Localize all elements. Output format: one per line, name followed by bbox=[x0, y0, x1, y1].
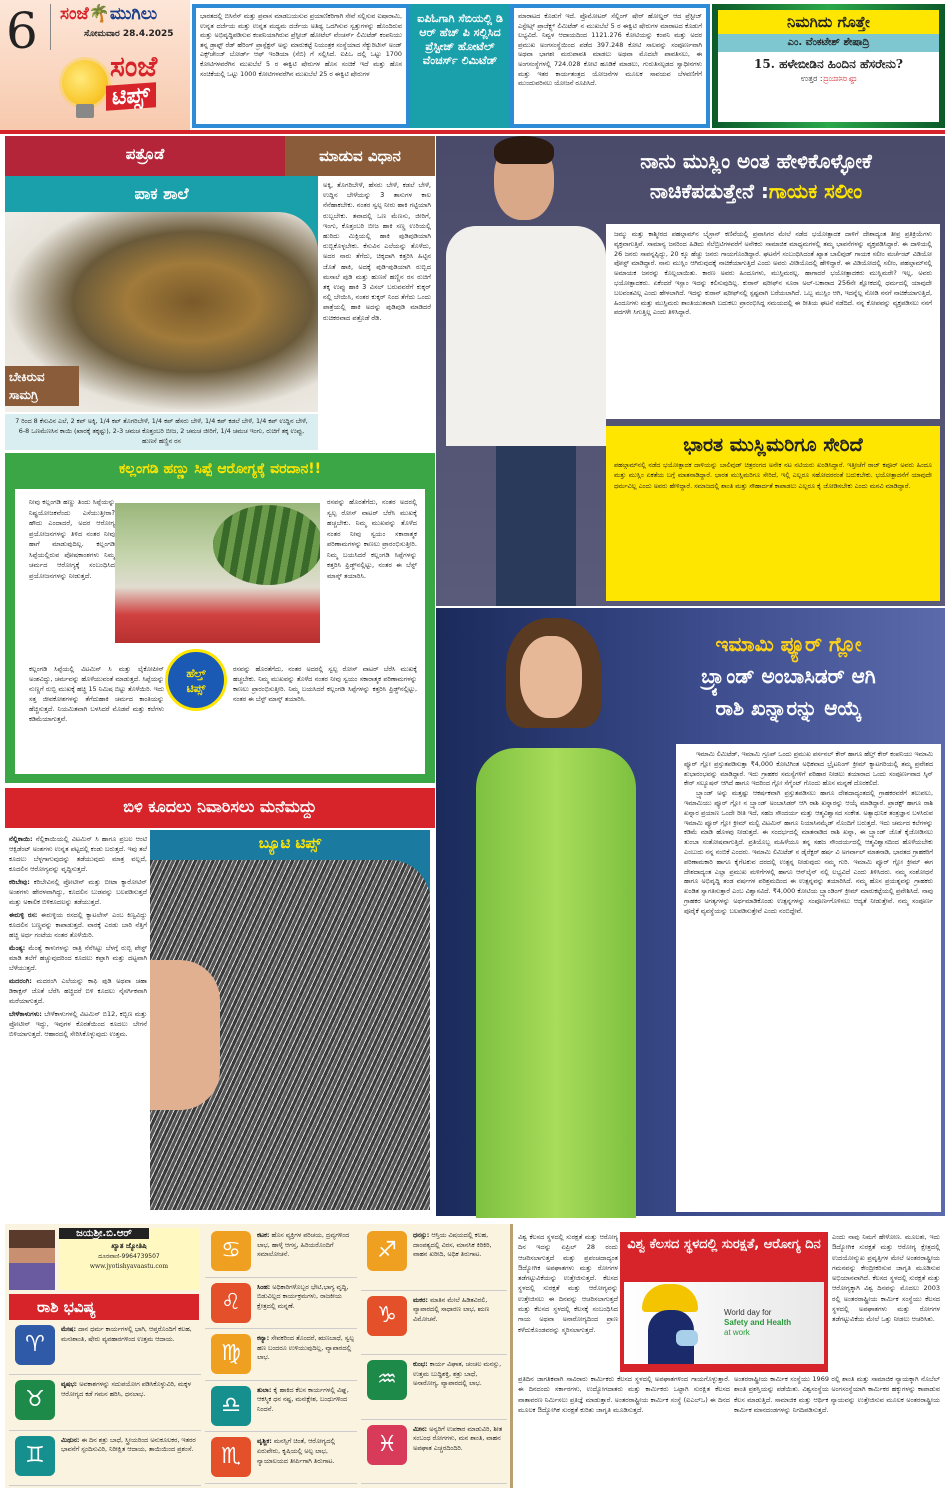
remedy-term: ಮದರಂಗಿ: bbox=[9, 977, 32, 985]
sign-name: ಮೇಷ: bbox=[61, 1325, 77, 1333]
pisces-icon: ♓ bbox=[367, 1425, 407, 1465]
sign-prediction: ಈ ದಿನ ಶತ್ರು ಬಾಧೆ, ಸ್ತ್ರೀಯರಿಂದ ಅನುಕೂಲಕರ, ಇತರರ ಭಾವನೆಗೆ ಸ್ಪಂದಿಸುವಿರಿ, ನಿರೀಕ್ಷಿತ ಆದಾಯ, ತಾಯಿಯಿಂದ ಪ್ರಶಂಸೆ. bbox=[61, 1435, 196, 1454]
date: ಸೋಮವಾರ 28.4.2025 bbox=[84, 29, 174, 39]
worldday-poster: World day for Safety and Health at work bbox=[624, 1282, 824, 1364]
hair-remedy-item bbox=[9, 1009, 147, 1039]
cancer-icon: ♋ bbox=[211, 1231, 251, 1271]
sign-item bbox=[9, 1322, 201, 1375]
horoscope-heading: ರಾಶಿ ಭವಿಷ್ಯ bbox=[9, 1294, 199, 1320]
sign-prediction: ಸೇವಕರಿಂದ ತೊಂದರೆ, ಋಣಬಾಧೆ, ಸ್ವಲ್ಪ ಹಣ ಬಂದರೂ ಉಳಿಯುವುದಿಲ್ಲ, ವ್ಯಾಪಾರದಲ್ಲಿ ಲಾಭ. bbox=[257, 1334, 354, 1362]
sign-item bbox=[361, 1357, 507, 1420]
watermelon-headline: ಕಲ್ಲಂಗಡಿ ಹಣ್ಣು ಸಿಪ್ಪೆ ಆರೋಗ್ಯಕ್ಕೆ ವರದಾನ!! bbox=[118, 461, 322, 477]
hair-remedy-item bbox=[9, 943, 147, 973]
saleem-sub-body: ಪಹಲ್ಗಾಮ್‌ನಲ್ಲಿ ನಡೆದ ಭಯೋತ್ಪಾದಕ ದಾಳಿಯನ್ನು ಬಾಲಿವುಡ್ ಚಿತ್ರರಂಗದ ಅನೇಕ ನಟ ನಟಿಯರು ಖಂಡಿಸಿದ್ದಾರೆ. ಇತ್ತೀಚೆಗೆ ರಾಜ್ ಕಪೂರ್ ಅವರು ಹಿಂದೂ ಮತ್ತು ಮುಸ್ಲಿಂ ಏಕತೆಯ ಬಗ್ಗೆ ಮಾತನಾಡಿದ್ದಾರೆ. ಭಾರತ ಮುಸ್ಲಿಮರಿಗೂ ಸೇರಿದೆ, ಇಲ್ಲಿ ಎಲ್ಲರೂ ಸಹೋದರರಂತೆ ಬದುಕಬೇಕು. ಭಯೋತ್ಪಾದನೆಗೆ ಯಾವುದೇ ಧರ್ಮವಿಲ್ಲ ಎಂದು ಅವರು ಹೇಳಿದ್ದಾರೆ. ಸಮಾಜದಲ್ಲಿ ಶಾಂತಿ ಮತ್ತು ಸೌಹಾರ್ದತೆ ಕಾಪಾಡಲು ಎಲ್ಲರೂ ಕೈ ಜೋಡಿಸಬೇಕು ಎಂದು ಮನವಿ ಮಾಡಿದ್ದಾರೆ. bbox=[614, 461, 932, 490]
beauty-tips-panel bbox=[150, 830, 430, 1210]
sign-name: ಮೀನ: bbox=[413, 1424, 428, 1433]
hair-section bbox=[5, 788, 435, 1216]
sign-name: ಕನ್ಯಾ: bbox=[257, 1334, 270, 1343]
divider bbox=[0, 130, 945, 134]
sign-item bbox=[205, 1228, 357, 1278]
health-tips-badge: ಹೆಲ್ತ್ ಟಿಪ್ಸ್ bbox=[165, 649, 227, 711]
ingredients: 7 ರಿಂದ 8 ಕೆಸುವಿನ ಎಲೆ, 2 ಕಪ್ ಅಕ್ಕಿ, 1/4 ಕಪ್ ತೊಗರಿಬೇಳೆ, 1/4 ಕಪ್ ಹೆಸರು ಬೇಳೆ, 1/4 ಕಪ್ ಕಡಲೆ ಬೇಳೆ, 1/4 ಕಪ್ ಉದ್ದಿನ ಬೇಳೆ, 6-8 ಒಣಮೆಣಸಿನ ಕಾಯಿ (ಖಾರಕ್ಕೆ ತಕ್ಕಷ್ಟು), 2-3 ಚಮಚ ಕೊತ್ತಂಬರಿ ಬೀಜ, 2 ಚಮಚ ಜೀರಿಗೆ, 1/4 ಚಮಚ ಇಂಗು, ರುಚಿಗೆ ತಕ್ಕ ಉಪ್ಪು, ಹುಣಸೆ ಹಣ್ಣಿನ ರಸ bbox=[5, 414, 318, 450]
sign-text bbox=[257, 1437, 355, 1466]
remedy-text: ನೆಲ್ಲಿಕಾಯಿಯಲ್ಲಿ ವಿಟಮಿನ್ ಸಿ ಹಾಗೂ ಪ್ರಬಲ ಆಂಟಿ ಆಕ್ಸಿಡೆಂಟ್ ಅಂಶಗಳು ಉನ್ನತ ಪಟ್ಟದಲ್ಲಿ ಕಂಡು ಬರುತ್ತದೆ. ಇವು ತಲೆ ಕೂದಲು ಬೆಳ್ಳಗಾಗುವುದನ್ನು ತಡೆಯುವುದು ಮಾತ್ರ ವಲ್ಲದೆ, ಕೂದಲಿನ ಆರೋಗ್ಯವನ್ನು ವೃದ್ಧಿಸುತ್ತದೆ. bbox=[9, 835, 147, 873]
worldday-col-1: ವಿಶ್ವ ಕೆಲಸದ ಸ್ಥಳದಲ್ಲಿ ಸುರಕ್ಷತೆ ಮತ್ತು ಆರೋಗ್ಯ ದಿನ ಇದನ್ನು ಏಪ್ರಿಲ್ 28 ರಂದು ಆಚರಿಸಲಾಗುತ್ತದೆ ಮತ್ತು ಪ್ರಪಂಚದಾದ್ಯಂತ ಔದ್ಯೋಗಿಕ ಅಪಘಾತಗಳು ಮತ್ತು ರೋಗಗಳ ತಡೆಗಟ್ಟುವಿಕೆಯನ್ನು ಉತ್ತೇಜಿಸುತ್ತದೆ. ಕೆಲಸದ ಸ್ಥಳದಲ್ಲಿ ಸುರಕ್ಷತೆ ಮತ್ತು ಆರೋಗ್ಯವನ್ನು ಉತ್ತೇಜಿಸಲು ಈ ದಿನವನ್ನು ಆಚರಿಸಲಾಗುತ್ತದೆ ಮತ್ತು ಕೆಲಸದ ಸ್ಥಳದಲ್ಲಿ ಕೆಲಸಕ್ಕೆ ಸಂಬಂಧಿಸಿದ ಗಾಯ ಅಥವಾ ಅನಾರೋಗ್ಯದಿಂದ ಪ್ರಾಣ ಕಳೆದುಕೊಂಡವರನ್ನು ಸ್ಮರಿಸಲಾಗುತ್ತದೆ. bbox=[518, 1233, 618, 1334]
sign-prediction: ಹೊಸ ವ್ಯಕ್ತಿಗಳ ಪರಿಚಯ, ದ್ರವ್ಯಗಳಿಂದ ಲಾಭ, ಹಾಳ್ಕೆ ಆಗಸ್ತ, ಹಿರಿಯರೊಂದಿಗೆ ಸಮಾಲೋಚನೆ. bbox=[257, 1231, 350, 1259]
sign-item bbox=[9, 1377, 201, 1430]
masthead bbox=[0, 0, 190, 130]
sign-name: ಕುಂಭ: bbox=[413, 1360, 428, 1368]
sign-item bbox=[205, 1434, 357, 1484]
watermelon-col-2: ರಸವನ್ನು ಹೊರತೆಗೆದು, ನಂತರ ಅದರಲ್ಲಿ ಸ್ವಲ್ಪ ರೋಸ್ ವಾಟರ್ ಬೆರೆಸಿ ಮುಖಕ್ಕೆ ಹಚ್ಚಬೇಕು. ನಿಮ್ಮ ಮುಖವನ್ನು ತೊಳೆದ ನಂತರ ನೀವು ಸ್ವಯಂ ಸಕಾರಾತ್ಮಕ ಪರಿಣಾಮಗಳನ್ನು ಕಾಣಲು ಪ್ರಾರಂಭಿಸುತ್ತೀರಿ. ನಿಮ್ಮ ಬಯಸಿದರೆ ಕಲ್ಲಂಗಡಿ ಸಿಪ್ಪೆಗಳನ್ನು ಕತ್ತರಿಸಿ ಫ್ರಿಡ್ಜ್‌ನಲ್ಲಿಟ್ಟು, ನಂತರ ಈ ಬೆಸ್ಟ್ ಮಾಸ್ಕ್ ತಯಾರಿಸಿ. bbox=[327, 498, 417, 580]
section-subtitle: ಟಿಪ್ಸ್ bbox=[106, 82, 156, 110]
sign-name: ಕಟಕ: bbox=[257, 1231, 270, 1239]
quiz-answer: ದ್ವಾರಸಮುದ್ರ bbox=[822, 74, 857, 83]
sign-text bbox=[257, 1283, 355, 1312]
paper-name: ಸಂಜೆ🌴ಮುಗಿಲು bbox=[60, 4, 158, 24]
sign-prediction: ಮನಸ್ಸಿಗೆ ಚಿಂತೆ, ಆರೋಗ್ಯದಲ್ಲಿ ಏರುಪೇರು, ಕೃಷಿಯಲ್ಲಿ ಅಲ್ಪ ಲಾಭ, ನ್ಯಾಯಾಲಯದ ತೀರ್ಪಿಗಾಗಿ ತಿರುಗಾಟ. bbox=[257, 1437, 336, 1465]
scorpio-icon: ♏ bbox=[211, 1437, 251, 1477]
sign-prediction: ಅನ್ಯರಿಗೆ ಉಪಕಾರ ಮಾಡುವಿರಿ, ಶೀತ ಸಂಬಂಧ ರೋಗಗಳು, ಮನ ಶಾಂತಿ, ವಾಹನ ಅಪಘಾತ ಎಚ್ಚರದಿಂದಿರಿ. bbox=[413, 1424, 503, 1452]
section-label: ಪಾಕ ಶಾಲೆ bbox=[134, 184, 189, 203]
sign-item bbox=[361, 1293, 507, 1356]
sign-prediction: ಮಾತಿನ ಮೇಲೆ ಹಿಡಿತವಿರಲಿ, ವ್ಯಾಪಾರದಲ್ಲಿ ಸಾಧಾರಣ ಲಾಭ, ಋಣ ವಿಮೋಚನೆ. bbox=[413, 1295, 490, 1323]
quiz-author: ಎಂ. ವೆಂಕಟೇಶ್ ಶೇಷಾದ್ರಿ bbox=[718, 34, 939, 52]
sign-name: ಮಕರ: bbox=[413, 1295, 428, 1304]
sign-prediction: ಕಾರ್ಯ ವಿಘಾತ, ಚಂಚಲ ಮನಸ್ಸು, ಉತ್ತಮ ಬುದ್ಧಿಶಕ್ತಿ, ಶತ್ರು ಬಾಧೆ, ಅನಾರೋಗ್ಯ, ವ್ಯಾಪಾರದಲ್ಲಿ ಲಾಭ. bbox=[413, 1360, 502, 1388]
sign-item bbox=[205, 1331, 357, 1381]
remedy-text: ಮೆಂತ್ಯೆ ಕಾಳುಗಳನ್ನು ರಾತ್ರಿ ನೆನೆಸಿಟ್ಟು ಬೆಳಗ್ಗೆ ರುಬ್ಬಿ ಪೇಸ್ಟ್ ಮಾಡಿ ತಲೆಗೆ ಹಚ್ಚುವುದರಿಂದ ಕೂದಲು ಕಪ್ಪಾಗಿ ಮತ್ತು ದಟ್ಟವಾಗಿ ಬೆಳೆಯುತ್ತದೆ. bbox=[9, 944, 147, 972]
sign-text bbox=[413, 1425, 505, 1454]
taurus-icon: ♉ bbox=[15, 1380, 55, 1420]
sign-item bbox=[9, 1433, 201, 1486]
saleem-subsection bbox=[606, 426, 940, 601]
saleem-section bbox=[436, 136, 945, 606]
hand-image bbox=[150, 960, 220, 1110]
sign-name: ಮಿಥುನ: bbox=[61, 1435, 80, 1444]
astrologer-photo bbox=[9, 1230, 55, 1290]
worldday-section bbox=[510, 1224, 945, 1488]
astrologer-info: ಜಯಶ್ರೀ.ಬಿ.ಆರ್ ಖ್ಯಾತ ಜ್ಯೋತಿಷಿ ದೂರವಾಣಿ-9964739507 www.jyotishyavaastu.com bbox=[59, 1228, 199, 1290]
sign-item bbox=[205, 1383, 357, 1433]
hardhat-icon bbox=[642, 1284, 698, 1312]
sign-text bbox=[61, 1436, 199, 1455]
ingredients-title: ಬೇಕಿರುವ ಸಾಮಗ್ರಿ bbox=[5, 366, 79, 406]
sign-text bbox=[413, 1296, 505, 1325]
raashi-headline: ಇಮಾಮಿ ಪ್ಯೂರ್ ಗ್ಲೋ ಬ್ರ್ಯಾಂಡ್ ಅಂಬಾಸಿಡರ್ ಆಗಿ ರಾಶಿ ಖನ್ನಾರನ್ನು ಆಯ್ಕೆ bbox=[701, 632, 876, 720]
bulb-icon bbox=[62, 60, 108, 106]
method-text: ಅಕ್ಕಿ, ತೊಗರಿಬೇಳೆ, ಹೆಸರು ಬೇಳೆ, ಕಡಲೆ ಬೇಳೆ, ಉದ್ದಿನ ಬೇಳೆಯನ್ನು 3 ತಾಸುಗಳ ಕಾಲ ನೆನೆಹಾಕಬೇಕು. ನಂತರ ಸ್ವಲ್ಪ ನೀರು ಹಾಕಿ ಗಟ್ಟಿಯಾಗಿ ರುಬ್ಬಬೇಕು. ತವಾದಲ್ಲಿ ಒಣ ಮೆಣಸು, ಜೀರಿಗೆ, ಇಂಗು, ಕೊತ್ತಂಬರಿ ಬೀಜ ಹಾಕಿ ಸಣ್ಣ ಉರಿಯಲ್ಲಿ ಹುರಿದು ಮಿಕ್ಸಿಯಲ್ಲಿ ಹಾಕಿ ಪುಡಿಪುಡಿಯಾಗಿ ರುಬ್ಬಿಕೊಳ್ಳಬೇಕು. ಕೆಸುವಿನ ಎಲೆಯನ್ನು ತೊಳೆದು, ಅದರ ನಾರು ತೆಗೆದು, ಚಿಕ್ಕದಾಗಿ ಕತ್ತರಿಸಿ ಹಿಟ್ಟಿನ ಜೊತೆ ಹಾಕಿ, ಅದಕ್ಕೆ ಪುಡಿ-ಪುಡಿಯಾಗಿ ರುಬ್ಬಿದ ಮಸಾಲೆ ಪುಡಿ ಮತ್ತು ಹುಣಸೆ ಹಣ್ಣಿನ ರಸ ರುಚಿಗೆ ತಕ್ಕ ಉಪ್ಪು ಹಾಕಿ 3 ವಿಸಲ್ ಬರುವವರೆಗೆ ಕುಕ್ಕರ್ ನಲ್ಲಿ ಬೇಯಿಸಿ, ನಂತರ ಕುಕ್ಕರ್ ನಿಂದ ತೆಗೆದು ಒಂದು ಪಾತ್ರೆಯಲ್ಲಿ ಹಾಕಿ ಅದನ್ನು ಪುಡಿಪುಡಿ ಮಾಡಿದರೆ ರುಚಿಕರವಾದ ಪತ್ರೊಡೆ ರೆಡಿ. bbox=[323, 181, 431, 322]
virgo-icon: ♍ bbox=[211, 1334, 251, 1374]
worldday-col-mid: ಪ್ರತಿದಿನ ಜಾಗತಿಕವಾಗಿ ಸಾವಿರಾರು ಕಾರ್ಮಿಕರು ಕೆಲಸದ ಸ್ಥಳದಲ್ಲಿ ಅಪಘಾತಗಳಿಂದ ಗಾಯಗೊಳ್ಳುತ್ತಾರೆ. ಈ ದಿನದಂದು ಸರ್ಕಾರಗಳು, ಉದ್ಯೋಗದಾತರು ಮತ್ತು ಕಾರ್ಮಿಕರು ಒಟ್ಟಾಗಿ ಸುರಕ್ಷಿತ ಕೆಲಸದ ವಾತಾವರಣ ನಿರ್ಮಿಸಲು ಪ್ರತಿಜ್ಞೆ ಮಾಡುತ್ತಾರೆ. ಅಂತರರಾಷ್ಟ್ರೀಯ ಕಾರ್ಮಿಕ ಸಂಸ್ಥೆ (ಐಎಲ್ಒ) ಈ ದಿನದ ಮೂಲಕ ಔದ್ಯೋಗಿಕ ಸುರಕ್ಷತೆ ಕುರಿತು ಜಾಗೃತಿ ಮೂಡಿಸುತ್ತದೆ. bbox=[518, 1375, 730, 1414]
capricorn-icon: ♑ bbox=[367, 1296, 407, 1336]
sign-text bbox=[413, 1231, 505, 1260]
leo-icon: ♌ bbox=[211, 1283, 251, 1323]
business-article-2: ಮಾರಾಟದ ಕೊಡುಗೆ ಇದೆ. ಪ್ರೊಮೋಟರ್ ಸೆಲ್ಲಿಂಗ್ ಷೇರ್ ಹೋಲ್ಡರ್ ಆದ ಪ್ರೆಸ್ಟೀಜ್ ಎಸ್ಟೇಟ್ಸ್ ಪ್ರಾಜೆಕ್ಟ್ಸ್ ಲಿಮಿಟೆಡ್ ನ ಮುಖಬೆಲೆ 5 ರ ಈಕ್ವಿಟಿ ಷೇರುಗಳ ಮಾರಾಟದ ಕೊಡುಗೆ ಲಭ್ಯವಿದೆ. ನಿವ್ವಳ ಆದಾಯದಿಂದ 1121.276 ಕೋಟಿಯನ್ನು ಕಂಪನಿ ಮತ್ತು ಅದರ ಪ್ರಮುಖ ಅಂಗಸಂಸ್ಥೆಯಿಂದ ಪಡೆದ 397.248 ಕೋಟಿ ಸಾಲವನ್ನು ಸಂಪೂರ್ಣವಾಗಿ ಅಥವಾ ಭಾಗಶಃ ಮರುಪಾವತಿ ಮಾಡಲು ಅಥವಾ ಮೊದಲೇ ಪಾವತಿಸಲು, ಈ ಅಂಗಸಂಸ್ಥೆಗಳಲ್ಲಿ 724.028 ಕೋಟಿ ಹೂಡಿಕೆ ಮಾಡಲು, ಗುರುತಿಸಲ್ಪಡದ ಸ್ವಾಧೀನಗಳು ಮತ್ತು ಇತರ ಕಾರ್ಯತಂತ್ರದ ಯೋಜನೆಗಳ ಮೂಲಕ ಸಾವಯವ ಬೆಳವಣಿಗೆಗೆ ಮುಂದುವರಿಸಲು ಯೋಜನೆ ರೂಪಿಸಿದೆ. bbox=[510, 4, 710, 128]
sign-item bbox=[361, 1228, 507, 1291]
watermelon-bottom: ಕಲ್ಲಂಗಡಿ ಸಿಪ್ಪೆಯಲ್ಲಿ ವಿಟಮಿನ್ ಸಿ ಮತ್ತು ಲೈಕೋಪೀನ್ ಅಂಶವಿದ್ದು, ಚರ್ಮವನ್ನು ಹೊಳೆಯುವಂತೆ ಮಾಡುತ್ತದೆ. ಸಿಪ್ಪೆಯನ್ನು ನುಣ್ಣಗೆ ರುಬ್ಬಿ ಮುಖಕ್ಕೆ ಹಚ್ಚಿ 15 ನಿಮಿಷ ಬಿಟ್ಟು ತೊಳೆಯಿರಿ. ಇದು ಸತ್ತ ಜೀವಕೋಶಗಳನ್ನು ತೆಗೆದುಹಾಕಿ ಚರ್ಮದ ಕಾಂತಿಯನ್ನು ಹೆಚ್ಚಿಸುತ್ತದೆ. ನಿಯಮಿತವಾಗಿ ಬಳಸಿದರೆ ಮೊಡವೆ ಮತ್ತು ಕಲೆಗಳು ಕಡಿಮೆಯಾಗುತ್ತವೆ. bbox=[29, 665, 164, 723]
mask-icon bbox=[676, 1330, 698, 1346]
recipe-title: ಪತ್ರೊಡೆ bbox=[5, 136, 285, 176]
hair-remedies bbox=[9, 834, 147, 1214]
sign-text bbox=[61, 1325, 199, 1344]
worldday-headline: ವಿಶ್ವ ಕೆಲಸದ ಸ್ಥಳದಲ್ಲಿ ಸುರಕ್ಷತೆ, ಆರೋಗ್ಯ ದಿನ bbox=[627, 1237, 821, 1252]
business-article-1: ಭಾರತದಲ್ಲಿ ಬಿಸಿನೆಸ್ ಮತ್ತು ಪ್ರವಾಸ ಮಾಡಬಯಸುವ ಪ್ರಯಾಣಿಕರಿಗಾಗಿ ಸೇವೆ ಸಲ್ಲಿಸುವ ಐಷಾರಾಮಿ, ಉನ್ನತ ದರ್ಜೆಯ ಮತ್ತು ಉನ್ನತ ಮಧ್ಯಮ ದರ್ಜೆಯ ಅತಿಥ್ಯ ಒದಗಿಸುವ ಸ್ವತ್ತುಗಳನ್ನು ಹೊಂದಿರುವ ಮತ್ತು ಅಭಿವೃದ್ಧಿಪಡಿಸುವ ಕಂಪನಿಯಾಗಿರುವ ಪ್ರೆಸ್ಟೀಜ್ ಹೋಟೆಲ್ ವೆಂಚರ್ಸ್ ಲಿಮಿಟೆಡ್ ಕಂಪನಿಯು ತನ್ನ ಡ್ರಾಫ್ಟ್ ರೆಡ್ ಹೆರಿಂಗ್ ಪ್ರಾಸ್ಪೆಕ್ಟಸ್ ಅನ್ನು ಮಾರುಕಟ್ಟೆ ನಿಯಂತ್ರಕ ಸಂಸ್ಥೆಯಾದ ಸೆಕ್ಯುರಿಟೀಸ್ ಅಂಡ್ ಎಕ್ಸ್‌ಚೇಂಜ್ ಬೋರ್ಡ್ ಆಫ್ ಇಂಡಿಯಾ (ಸೆಬಿ) ಗೆ ಸಲ್ಲಿಸಿದೆ. ಐಪಿಒ ದಲ್ಲಿ ಒಟ್ಟು 1700 ಕೋಟಿಗಳವರೆಗಿನ ಮುಖಬೆಲೆ 5 ರ ಈಕ್ವಿಟಿ ಷೇರುಗಳ ಹೊಸ ಸಂಚಿಕೆ ಇದೆ ಮತ್ತು ಹೊಸ ಸಂಚಿಕೆಯಲ್ಲಿ ಒಟ್ಟು 1000 ಕೋಟಿಗಳವರೆಗಿನ ಮುಖಬೆಲೆ 25 ರ ಈಕ್ವಿಟಿ ಷೇರುಗಳ bbox=[192, 4, 410, 128]
sign-prediction: ಆಸ್ತಿಯ ವಿಷಯದಲ್ಲಿ ಕಲಹ, ದಾಂಪತ್ಯದಲ್ಲಿ ವಿರಸ, ಮಾನಸಿಕ ಕಿರಿಕಿರಿ, ವಾಹನ ಖರೀದಿ, ಅಧಿಕ ತಿರುಗಾಟ. bbox=[413, 1231, 492, 1259]
libra-icon: ♎ bbox=[211, 1386, 251, 1426]
hair-remedy-item bbox=[9, 976, 147, 1006]
business-headline: ಐಪಿಓಗಾಗಿ ಸೆಬಿಯಲ್ಲಿ ಡಿ ಆರ್ ಹೆಚ್ ಪಿ ಸಲ್ಲಿಸಿದ ಪ್ರೆಸ್ಟೀಜ್ ಹೋಟೆಲ್ ವೆಂಚರ್ಸ್ ಲಿಮಿಟೆಡ್ bbox=[410, 4, 510, 128]
remedy-term: ಕರಿಬೇವು: bbox=[9, 878, 30, 886]
remedy-term: ಬೇಳೆಕಾಳುಗಳು: bbox=[9, 1010, 42, 1018]
watermelon-section bbox=[5, 453, 435, 783]
watermelon-image bbox=[115, 503, 320, 643]
saleem-body: ಜಮ್ಮು ಮತ್ತು ಕಾಶ್ಮೀರದ ಪಹಲ್ಗಾಮ್‌ನ ಬೈಸ್ರಾನ್ ಕಣಿವೆಯಲ್ಲಿ ಪ್ರವಾಸಿಗರ ಮೇಲೆ ನಡೆದ ಭಯೋತ್ಪಾದಕ ದಾಳಿಗೆ ದೇಶಾದ್ಯಂತ ತೀವ್ರ ಪ್ರತಿಕ್ರಿಯೆಗಳು ವ್ಯಕ್ತವಾಗುತ್ತಿವೆ. ಸಾಮಾನ್ಯ ಜನರಿಂದ ಹಿಡಿದು ಸೆಲೆಬ್ರಿಟಿಗಳವರೆಗೆ ಅನೇಕರು ಸಾಮಾಜಿಕ ಮಾಧ್ಯಮಗಳಲ್ಲಿ ತಮ್ಮ ಭಾವನೆಗಳನ್ನು ವ್ಯಕ್ತಪಡಿಸಿದ್ದಾರೆ. ಈ ದಾಳಿಯಲ್ಲಿ 26 ಜನರು ಸಾವನ್ನಪ್ಪಿದ್ದು, 20 ಕ್ಕೂ ಹೆಚ್ಚು ಜನರು ಗಾಯಗೊಂಡಿದ್ದಾರೆ. ಘಟನೆಗೆ ಸಂಬಂಧಿಸಿದಂತೆ ಖ್ಯಾತ ಬಾಲಿವುಡ್ ಗಾಯಕ ಸಲೀಂ ಮರ್ಚೆಂಟ್ ವಿಡಿಯೋ ಪೋಸ್ಟ್ ಮಾಡಿದ್ದಾರೆ. ನಾನು ಮುಸ್ಲಿಂ ಆಗಿರುವುದಕ್ಕೆ ನಾಚಿಕೆಯಾಗುತ್ತಿದೆ ಎಂದು ಅವರು ವೀಡಿಯೊದಲ್ಲಿ ಹೇಳಿದ್ದಾರೆ. ಈ ವಿಡಿಯೋದಲ್ಲಿ ಸಲೀಂ, ಪಹಲ್ಗಾಮ್‌ನಲ್ಲಿ ಅಮಾಯಕ ಜನರನ್ನು ಕೊಲ್ಲಲಾಯಿತು. ಕಾರಣ ಅವರು ಹಿಂದೂಗಳು, ಮುಸ್ಲಿಮರಲ್ಲ. ಹಾಗಾದರೆ ಭಯೋತ್ಪಾದಕರು ಮುಸ್ಲಿಮರೇ? ಇಲ್ಲ, ಅವರು ಭಯೋತ್ಪಾದಕರು. ಏಕೆಂದರೆ ಇಸ್ಲಾಂ ಇದನ್ನು ಕಲಿಸುವುದಿಲ್ಲ. ಕುರಾನ್ ಷರೀಫ್‌ನ ಸೂರಾ ಅಲ್-ಬಕಾರಾದ 256ನೇ ಶ್ಲೋಕದಲ್ಲಿ ಧರ್ಮದಲ್ಲಿ ಯಾವುದೇ ಬಲವಂತವಿಲ್ಲ ಎಂದು ಹೇಳಲಾಗಿದೆ. ಇದನ್ನು ಕುರಾನ್ ಷರೀಫ್‌ನಲ್ಲಿ ಸ್ಪಷ್ಟವಾಗಿ ಬರೆಯಲಾಗಿದೆ. ಒಬ್ಬ ಮುಸ್ಲಿಂ ಆಗಿ, ಇದನ್ನೆಲ್ಲ ನೋಡಿ ನನಗೆ ನಾಚಿಕೆಯಾಗುತ್ತಿದೆ, ಹಿಂದೂಗಳು ಮತ್ತು ಮುಸ್ಲಿಮರು ಶಾಂತಿಯುತವಾಗಿ ಬದುಕಲು ಪ್ರಾರಂಭಿಸಿದ್ದ ಸಮಯದಲ್ಲಿ ಈ ರೀತಿಯ ಘಟನೆ ನಡೆದಿದೆ. ನನ್ನ ಕೋಪವನ್ನು ವ್ಯಕ್ತಪಡಿಸಲು ನನಗೆ ಪದಗಳೇ ಸಿಗುತ್ತಿಲ್ಲ ಎಂದು ತಿಳಿಸಿದ್ದಾರೆ. bbox=[606, 224, 940, 419]
quiz-question: 15. ಹಳೇಬೀಡಿನ ಹಿಂದಿನ ಹೆಸರೇನು? bbox=[754, 57, 903, 71]
palm-icon: 🌴 bbox=[88, 4, 110, 24]
raashi-section bbox=[436, 608, 945, 1216]
sign-prediction: ಅಧಿಕಾರಿಗಳೊಬ್ಬರ ಭೇಟಿ,ಭಾಗ್ಯ ವೃದ್ಧಿ, ಬಿಡುವಿಲ್ಲದ ಕಾರ್ಯಕ್ರಮಗಳು, ರಾಜಕೀಯ ಕ್ಷೇತ್ರದಲ್ಲಿ ಮನ್ನಣೆ. bbox=[257, 1282, 349, 1310]
saleem-headline: ನಾನು ಮುಸ್ಲಿಂ ಅಂತ ಹೇಳಿಕೊಳ್ಳೋಕೆ ನಾಚಿಕೆಪಡುತ್ತೇನೆ :ಗಾಯಕ ಸಲೀಂ bbox=[640, 149, 872, 203]
sign-name: ವೃಷಭ: bbox=[61, 1380, 78, 1389]
saleem-photo bbox=[436, 136, 616, 606]
sign-name: ವೃಶ್ಚಿಕ: bbox=[257, 1437, 272, 1446]
remedy-term: ಮೆಂತ್ಯ: bbox=[9, 944, 26, 952]
sign-prediction: ಕೈ ಹಾಕಿದ ಕೆಲಸ ಕಾರ್ಯಗಳಲ್ಲಿ ವಿಘ್ನ, ಆಕಸ್ಮಿಕ ಧನ ನಷ್ಟ, ಮನಃಕ್ಲೇಶ, ಬಂಧುಗಳಿಂದ ನಿಂದನೆ. bbox=[257, 1385, 349, 1413]
sign-item bbox=[205, 1280, 357, 1330]
gemini-icon: ♊ bbox=[15, 1436, 55, 1476]
sign-item bbox=[361, 1422, 507, 1485]
hair-headline: ಬಿಳಿ ಕೂದಲು ನಿವಾರಿಸಲು ಮನೆಮದ್ದು bbox=[5, 788, 435, 828]
recipe-section bbox=[5, 136, 435, 452]
remedy-term: ನೆಲ್ಲಿಕಾಯಿ: bbox=[9, 835, 33, 843]
sagittarius-icon: ♐ bbox=[367, 1231, 407, 1271]
sign-text bbox=[257, 1231, 355, 1260]
remedy-text: ಕರಿಬೇವಿನಲ್ಲಿ ಪ್ರೋಟೀನ್ ಮತ್ತು ಬೀಟಾ ಕ್ಯಾರೋಟಿನ್ ಅಂಶಗಳು ಹೇರಳವಾಗಿದ್ದು, ಕೂದಲಿನ ಬುಡವನ್ನು ಬಲಪಡಿಸುತ್ತದೆ ಮತ್ತು ಅಕಾಲಿಕ ಬಿಳಿಕೂದಲನ್ನು ತಡೆಯುತ್ತದೆ. bbox=[9, 878, 147, 906]
recipe-photo bbox=[5, 176, 318, 412]
remedy-text: ಬೇಳೆಕಾಳುಗಳಲ್ಲಿ ವಿಟಮಿನ್ ಬಿ12, ಕಬ್ಬಿಣ ಮತ್ತು ಪ್ರೋಟೀನ್ ಇದ್ದು, ಇವುಗಳ ಕೊರತೆಯಿಂದ ಕೂದಲು ಬೇಗನೆ ಬಿಳಿಯಾಗುತ್ತದೆ. ಆಹಾರದಲ್ಲಿ ಸೇರಿಸಿಕೊಳ್ಳುವುದು ಉತ್ತಮ. bbox=[9, 1010, 147, 1038]
remedy-text: ಮದರಂಗಿ ಎಲೆಯನ್ನು ಕಾಫಿ ಪುಡಿ ಅಥವಾ ಚಹಾ ಡಿಕಾಕ್ಷನ್ ಜೊತೆ ಬೆರೆಸಿ ಹಚ್ಚಿದರೆ ಬಿಳಿ ಕೂದಲು ನೈಸರ್ಗಿಕವಾಗಿ ಮರೆಯಾಗುತ್ತದೆ. bbox=[9, 977, 147, 1005]
remedy-term: ಈರುಳ್ಳಿ ರಸ: bbox=[9, 911, 38, 919]
raashi-body: ಇಮಾಮಿ ಲಿಮಿಟೆಡ್, ಇಮಾಮಿ ಗ್ರೂಪ್ ಒಂದು ಪ್ರಮುಖ ಪರ್ಸನಲ್ ಕೇರ್ ಹಾಗೂ ಹೆಲ್ತ್ ಕೇರ್ ಕಂಪನಿಯು ಇಮಾಮಿ ಪ್ಯೂರ್ ಗ್ಲೋ ಪ್ರಸ್ತುತಪಡಿಸುತ್ತಾ ₹4,000 ಕೋಟಿಗಿಂತ ಅಧಿಕವಾದ ಬ್ರೈಟನಿಂಗ್ ಕ್ರೀಮ್ ಕ್ಯಾಟಗರಿಯಲ್ಲಿ ತಮ್ಮ ಪ್ರವೇಶದ ಶುಭಾರಂಭವನ್ನು ಮಾಡಿದ್ದಾರೆ. ಇದು ಗ್ರಾಹಕರ ಸಮಸ್ಯೆಗಳಿಗೆ ಪರಿಹಾರ ನೀಡಲು ತಯಾರಾದ ಒಂದು ಸಂಪೂರ್ಣವಾದ ಸ್ಕಿನ್ ಕೇರ್ ಸಲ್ಯೂಷನ್ ಆಗಿದೆ ಹಾಗೂ ಇದರಿಂದ ಗ್ಲೋ ಸೆಗ್ಮೆಂಟ್ ಗೊಂದು ಹೊಸ ಮನ್ನಣೆ ದೊರಕಲಿದೆ. ಬ್ರ್ಯಾಂಡ್ ಅನ್ನು ಮತ್ತಷ್ಟು ಆಕರ್ಷಕವಾಗಿ ಪ್ರಸ್ತುತಪಡಿಸಲು ಹಾಗೂ ದೇಶದಾದ್ಯಂತದಲ್ಲಿ ಗ್ರಾಹಕರವರೆಗೆ ತಲುಪಲು, ಇಮಾಮಿಯು ಪ್ಯೂರ್ ಗ್ಲೋ ನ ಬ್ರ್ಯಾಂಡ್ ಅಂಬಾಸಿಡರ್ ಆಗಿ ರಾಶಿ ಖನ್ನಾರನ್ನು ಆಯ್ಕೆ ಮಾಡಿದ್ದಾರೆ. ಪ್ರಾಡಕ್ಟ್ ಹಾಗೂ ರಾಶಿ ಖನ್ನಾರ ಪ್ರಯಾಣ ಒಂದೇ ರೀತಿ ಇದೆ, ಸಹಜ ಸೌಂದರ್ಯ ಮತ್ತು ಆತ್ಮವಿಶ್ವಾಸದ ಸಂಕೇತ. ಅತ್ಯಾಧುನಿಕ ತಂತ್ರಜ್ಞಾನ ಬಳಸಿರುವ ಇಮಾಮಿ ಪ್ಯೂರ್ ಗ್ಲೋ ಕ್ರೀಮ್ ಮಲ್ಟಿ ವಿಟಮಿನ್ ಹಾಗೂ ನಿಯಾಸಿನಮೈಡ್ ನೊಂದಿಗೆ ಬರುತ್ತದೆ. ಇದು ಚರ್ಮದ ಕಲೆಗಳನ್ನು ಕಡಿಮೆ ಮಾಡಿ ಹೊಳಪು ನೀಡುತ್ತದೆ. ಈ ಸಂದರ್ಭದಲ್ಲಿ ಮಾತನಾಡಿದ ರಾಶಿ ಖನ್ನಾ, ಈ ಬ್ರ್ಯಾಂಡ್ ಜೊತೆ ಕೈಜೋಡಿಸಲು ತುಂಬಾ ಸಂತೋಷವಾಗುತ್ತಿದೆ. ಪ್ರತಿಯೊಬ್ಬ ಮಹಿಳೆಯೂ ತನ್ನ ಸಹಜ ಸೌಂದರ್ಯದಲ್ಲಿ ಆತ್ಮವಿಶ್ವಾಸದಿಂದ ಹೊಳೆಯಬೇಕು ಎಂಬುದು ನನ್ನ ನಂಬಿಕೆ ಎಂದರು. ಇಮಾಮಿ ಲಿಮಿಟೆಡ್ ನ ಡೈರೆಕ್ಟರ್ ಹರ್ಷ ವಿ ಅಗರ್ವಾಲ್ ಮಾತನಾಡಿ, ಭಾರತದ ಗ್ರಾಹಕರಿಗೆ ಪರಿಣಾಮಕಾರಿ ಹಾಗೂ ಕೈಗೆಟಕುವ ದರದಲ್ಲಿ ಉತ್ಪನ್ನ ನೀಡುವುದು ನಮ್ಮ ಗುರಿ. ಇಮಾಮಿ ಪ್ಯೂರ್ ಗ್ಲೋ ಕ್ರೀಮ್ ಈಗ ದೇಶದಾದ್ಯಂತ ಎಲ್ಲಾ ಪ್ರಮುಖ ಮಳಿಗೆಗಳಲ್ಲಿ ಹಾಗೂ ಆನ್‌ಲೈನ್ ನಲ್ಲಿ ಲಭ್ಯವಿದೆ ಎಂದು ತಿಳಿಸಿದರು. ನಮ್ಮ ಸಂಶೋಧನೆ ಹಾಗೂ ಅಭಿವೃದ್ಧಿ ತಂಡ ವರ್ಷಗಳ ಪರಿಶ್ರಮದಿಂದ ಈ ಉತ್ಪನ್ನವನ್ನು ತಯಾರಿಸಿದೆ. ನಮ್ಮ ಹೊಸ ಪ್ರಯತ್ನವನ್ನು ಗ್ರಾಹಕರು ಖಂಡಿತ ಸ್ವಾಗತಿಸುತ್ತಾರೆ ಎಂಬ ವಿಶ್ವಾಸವಿದೆ. ₹4,000 ಕೋಟಿಯ ಬ್ರ್ಯಾಂಡಿಂಗ್ ಕ್ರೀಮ್ ಮಾರುಕಟ್ಟೆಯಲ್ಲಿ ಪ್ರವೇಶಿಸಿದೆ. ನಾವು ಗ್ರಾಹಕರ ಅಗತ್ಯಗಳನ್ನು ಅರ್ಥಮಾಡಿಕೊಂಡು ಉತ್ಪನ್ನಗಳನ್ನು ಸಂಪೂರ್ಣಗೊಳಿಸಲು ಆದ್ಯತೆ ನೀಡುತ್ತೇವೆ. ನಮ್ಮ ಸಂಪೂರ್ಣ ಪೂರೈಕೆ ವ್ಯವಸ್ಥೆಯನ್ನು ಬಲಪಡಿಸುತ್ತೇವೆ ಎಂದು ನಂಬಿದ್ದೇವೆ. bbox=[676, 744, 941, 1212]
sign-text bbox=[257, 1386, 355, 1415]
aries-icon: ♈ bbox=[15, 1325, 55, 1365]
hair-remedy-item bbox=[9, 910, 147, 940]
sign-text bbox=[413, 1360, 505, 1389]
horoscope-section bbox=[5, 1224, 510, 1488]
remedy-text: ಈರುಳ್ಳಿಯ ರಸದಲ್ಲಿ ಕ್ಯಾಟಲೇಸ್ ಎಂಬ ಕಿಣ್ವವಿದ್ದು ಕೂದಲಿನ ಬಣ್ಣವನ್ನು ಕಾಪಾಡುತ್ತದೆ. ವಾರಕ್ಕೆ ಎರಡು ಬಾರಿ ನೆತ್ತಿಗೆ ಹಚ್ಚಿ ಅರ್ಧ ಗಂಟೆಯ ನಂತರ ತೊಳೆಯಿರಿ. bbox=[9, 911, 147, 939]
quiz-title: ನಿಮಗಿದು ಗೊತ್ತೇ bbox=[718, 10, 939, 34]
page-number: 6 bbox=[6, 2, 38, 60]
aquarius-icon: ♒ bbox=[367, 1360, 407, 1400]
sign-text bbox=[61, 1380, 199, 1399]
beauty-tips-title: ಬ್ಯೂಟಿ ಟಿಪ್ಸ್ bbox=[258, 834, 322, 852]
worldday-bottom: ಅಂತರರಾಷ್ಟ್ರೀಯ ಕಾರ್ಮಿಕ ಸಂಸ್ಥೆಯು 1969 ರಲ್ಲಿ ಶಾಂತಿ ಮತ್ತು ಸಾಮಾಜಿಕ ನ್ಯಾಯಕ್ಕಾಗಿ ನೊಬೆಲ್ ಶಾಂತಿ ಪ್ರಶಸ್ತಿಯನ್ನು ಪಡೆಯಿತು. ವಿಶ್ವಸಂಸ್ಥೆಯ ಅಂಗಸಂಸ್ಥೆಯಾಗಿ ಕಾರ್ಮಿಕರ ಹಕ್ಕುಗಳನ್ನು ಕಾಪಾಡುವ ಕೆಲಸ ಮಾಡುತ್ತಿದೆ. ಸಾಮಾಜಿಕ ಮತ್ತು ಆರ್ಥಿಕ ನ್ಯಾಯವನ್ನು ಉತ್ತೇಜಿಸುವ ಮೂಲಕ ಅಂತರರಾಷ್ಟ್ರೀಯ ಕಾರ್ಮಿಕ ಮಾನದಂಡಗಳನ್ನು ನಿಗದಿಪಡಿಸುತ್ತದೆ. bbox=[734, 1375, 940, 1414]
sign-text bbox=[257, 1334, 355, 1363]
quiz-answer-label: ಉತ್ತರ : bbox=[800, 74, 823, 83]
worldday-headline-box bbox=[620, 1232, 828, 1372]
sign-name: ಧನಸ್ಸು: bbox=[413, 1231, 430, 1239]
quiz-box bbox=[712, 4, 945, 128]
sign-prediction: ದಾನ ಧರ್ಮ ಕಾರ್ಯಗಳಲ್ಲಿ ಭಾಗಿ, ಆಪ್ತರೊಂದಿಗೆ ಕಲಹ, ಮನಃಶಾಂತಿ, ಷೇರು ವ್ಯವಹಾರಗಳಿಂದ ಉತ್ತಮ ಆದಾಯ. bbox=[61, 1325, 192, 1343]
method-title: ಮಾಡುವ ವಿಧಾನ bbox=[285, 136, 435, 176]
hair-remedy-item bbox=[9, 834, 147, 874]
watermelon-bottom-2: ರಸವನ್ನು ಹೊರತೆಗೆದು, ನಂತರ ಅದರಲ್ಲಿ ಸ್ವಲ್ಪ ರೋಸ್ ವಾಟರ್ ಬೆರೆಸಿ ಮುಖಕ್ಕೆ ಹಚ್ಚಬೇಕು. ನಿಮ್ಮ ಮುಖವನ್ನು ತೊಳೆದ ನಂತರ ನೀವು ಸ್ವಯಂ ಸಕಾರಾತ್ಮಕ ಪರಿಣಾಮಗಳನ್ನು ಕಾಣಲು ಪ್ರಾರಂಭಿಸುತ್ತೀರಿ. ನಿಮ್ಮ ಬಯಸಿದರೆ ಕಲ್ಲಂಗಡಿ ಸಿಪ್ಪೆಗಳನ್ನು ಕತ್ತರಿಸಿ ಫ್ರಿಡ್ಜ್‌ನಲ್ಲಿಟ್ಟು, ನಂತರ ಈ ಬೆಸ್ಟ್ ಮಾಸ್ಕ್ ತಯಾರಿಸಿ. bbox=[233, 665, 417, 703]
sign-name: ತುಲಾ: bbox=[257, 1385, 272, 1394]
worldday-col-2: ಎಂದು ನಾವು ನಿಮಗೆ ಹೇಳೋಣ. ಮೂಲತಃ, ಇದು ಔದ್ಯೋಗಿಕ ಸುರಕ್ಷತೆ ಮತ್ತು ಆರೋಗ್ಯ ಕ್ಷೇತ್ರದಲ್ಲಿ ಉದಯೋನ್ಮುಖ ಪ್ರವೃತ್ತಿಗಳ ಮೇಲೆ ಅಂತರರಾಷ್ಟ್ರೀಯ ಗಮನವನ್ನು ಕೇಂದ್ರೀಕರಿಸುವ ಜಾಗೃತಿ ಮೂಡಿಸುವ ಅಭಿಯಾನವಾಗಿದೆ. ಕೆಲಸದ ಸ್ಥಳದಲ್ಲಿ ಸುರಕ್ಷತೆ ಮತ್ತು ಆರೋಗ್ಯಕ್ಕಾಗಿ ವಿಶ್ವ ದಿನವನ್ನು ಮೊದಲು 2003 ರಲ್ಲಿ ಅಂತರರಾಷ್ಟ್ರೀಯ ಕಾರ್ಮಿಕ ಸಂಸ್ಥೆಯು ಕೆಲಸದ ಸ್ಥಳದಲ್ಲಿ ಅಪಘಾತಗಳು ಮತ್ತು ರೋಗಗಳ ತಡೆಗಟ್ಟುವಿಕೆಯ ಮೇಲೆ ಒತ್ತು ನೀಡಲು ಆಚರಿಸಿತು. bbox=[832, 1233, 940, 1324]
sign-name: ಸಿಂಹ: bbox=[257, 1282, 271, 1291]
section-title: ಸಂಜೆ bbox=[110, 50, 158, 83]
saleem-subhead: ಭಾರತ ಮುಸ್ಲಿಮರಿಗೂ ಸೇರಿದೆ bbox=[683, 434, 863, 456]
hair-remedy-item bbox=[9, 877, 147, 907]
sign-prediction: ಅವಕಾಶಗಳನ್ನು ಸದುಪಯೋಗ ಪಡಿಸಿಕೊಳ್ಳುವಿರಿ, ಮಕ್ಕಳ ಆರೋಗ್ಯದ ಕಡೆ ಗಮನ ಹರಿಸಿ, ಧನಲಾಭ. bbox=[61, 1380, 191, 1398]
watermelon-col-1: ನೀವು ಕಲ್ಲಂಗಡಿ ಹಣ್ಣು ತಿಂದು ಸಿಪ್ಪೆಯನ್ನು ನಿಷ್ಪ್ರಯೋಜಕವೆಂದು ಎಸೆಯುತ್ತೀರಾ? ಹೌದು ಎಂದಾದರೆ, ಅದರ ಆರೋಗ್ಯ ಪ್ರಯೋಜನಗಳನ್ನು ತಿಳಿದ ನಂತರ ನೀವು ಹಾಗೆ ಮಾಡುವುದಿಲ್ಲ. ಕಲ್ಲಂಗಡಿ ಸಿಪ್ಪೆಯಲ್ಲಿರುವ ಪೋಷಕಾಂಶಗಳು ನಿಮ್ಮ ಚರ್ಮದ ಆರೋಗ್ಯಕ್ಕೆ ಸಂಬಂಧಿಸಿದ ಪ್ರಯೋಜನಗಳನ್ನು ನೀಡುತ್ತದೆ. bbox=[29, 498, 115, 580]
